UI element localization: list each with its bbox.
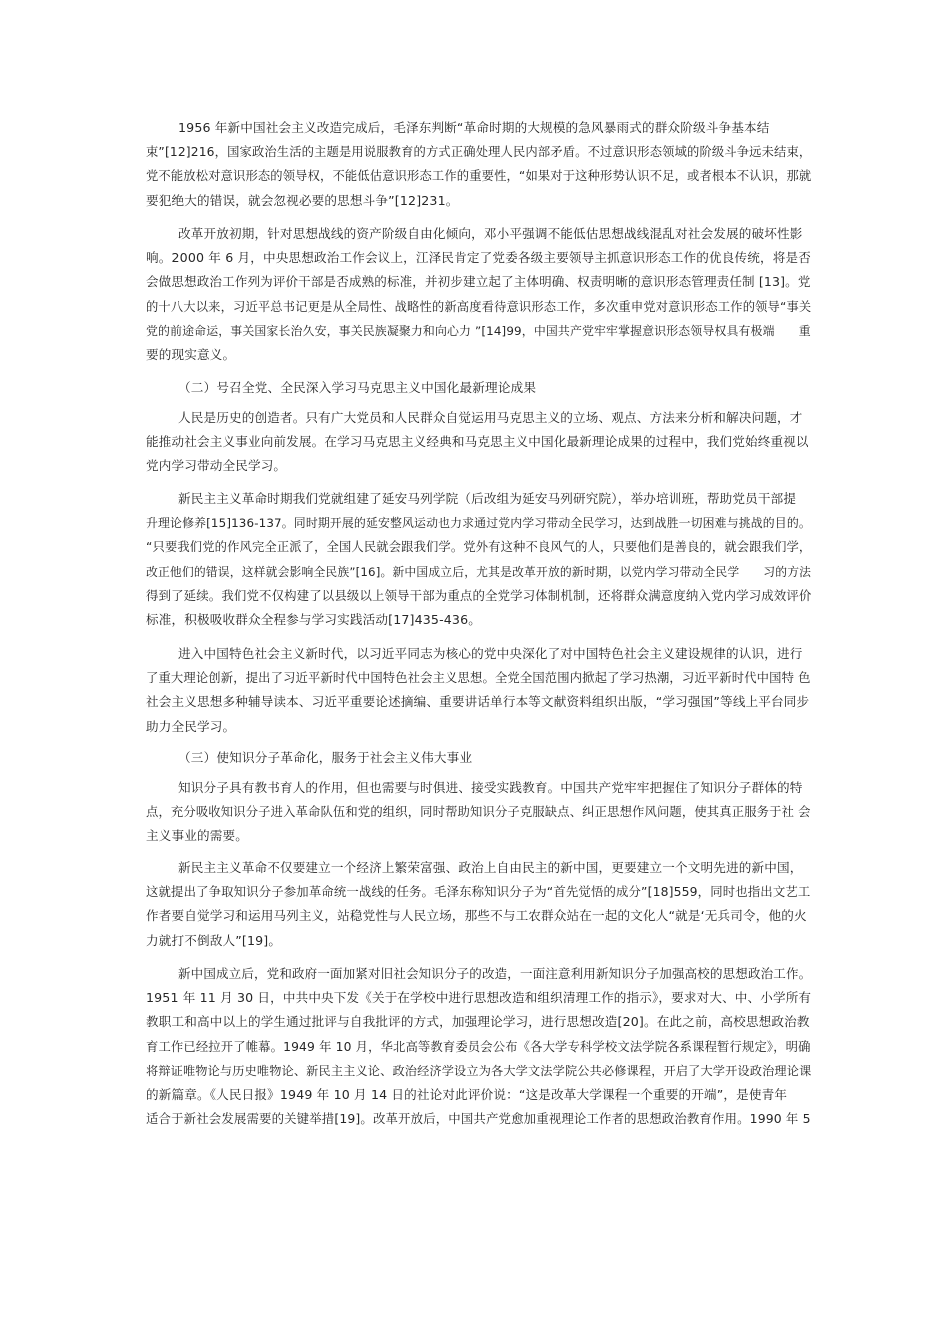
paragraph-3 bbox=[146, 406, 811, 479]
text-line: 这就提出了争取知识分子参加革命统一战线的任务。毛泽东称知识分子为“首先觉悟的成分”[18]559，同时也指出文艺工 bbox=[146, 884, 811, 900]
text-line: 要犯绝大的错误，就会忽视必要的思想斗争”[12]231。 bbox=[146, 192, 459, 208]
paragraph-8 bbox=[146, 962, 811, 1131]
text-line: 党不能放松对意识形态的领导权，不能低估意识形态工作的重要性，“如果对于这种形势认识不足，或者根本不认识，那就 bbox=[146, 169, 812, 184]
text-line: 党内学习带动全民学习。 bbox=[146, 458, 287, 474]
text-line: 将辩证唯物论与历史唯物论、新民主主义论、政治经济学设立为各大学文法学院公共必修课程，开启了大学开设政治理论课 bbox=[146, 1063, 812, 1078]
text-line: 新民主主义革命时期我们党就组建了延安马列学院（后改组为延安马列研究院），举办培训班，帮助党员干部提 bbox=[178, 491, 797, 506]
text-line: 的十八大以来，习近平总书记更是从全局性、战略性的新高度看待意识形态工作，多次重申党对意识形态工作的领导“事关 bbox=[146, 299, 812, 314]
paragraph-1 bbox=[146, 116, 811, 213]
text-line: 新中国成立后，党和政府一面加紧对旧社会知识分子的改造，一面注意利用新知识分子加强高校的思想政治工作。 bbox=[178, 966, 812, 981]
text-line: 1951 年 11 月 30 日，中共中央下发《关于在学校中进行思想改造和组织清理工作的指示》，要求对大、中、小学所有 bbox=[146, 990, 812, 1006]
text-line: 新民主主义革命不仅要建立一个经济上繁荣富强、政治上自由民主的新中国，更要建立一个文明先进的新中国， bbox=[178, 860, 803, 875]
text-line: 点，充分吸收知识分子进入革命队伍和党的组织，同时帮助知识分子克服缺点、纠正思想作风问题，使其真正服务于社 会 bbox=[146, 805, 811, 820]
text-line: 主义事业的需要。 bbox=[146, 828, 248, 844]
text-line: 力就打不倒敌人”[19]。 bbox=[146, 932, 282, 948]
text-line: 助力全民学习。 bbox=[146, 718, 236, 734]
text-line: 改正他们的错误，这样就会影响全民族”[16]。新中国成立后，尤其是改革开放的新时期，以党内学习带动全民学 习的方法 bbox=[146, 564, 812, 579]
text-line: 1956 年新中国社会主义改造完成后，毛泽东判断“革命时期的大规模的急风暴雨式的群众阶级斗争基本结 bbox=[178, 120, 770, 135]
text-line: 改革开放初期，针对思想战线的资产阶级自由化倾向，邓小平强调不能低估思想战线混乱对社会发展的破坏性影 bbox=[178, 226, 803, 241]
text-line: 能推动社会主义事业向前发展。在学习马克思主义经典和马克思主义中国化最新理论成果的过程中，我们党始终重视以 bbox=[146, 434, 809, 450]
section-heading-3: （三）使知识分子革命化，服务于社会主义伟大事业 bbox=[178, 750, 473, 765]
text-line: 升理论修养[15]136-137。同时期开展的延安整风运动也力求通过党内学习带动全民学习，达到战胜一切困难与挑战的目的。 bbox=[146, 516, 811, 531]
text-line: 进入中国特色社会主义新时代，以习近平同志为核心的党中央深化了对中国特色社会主义建设规律的认识，进行 bbox=[178, 646, 803, 661]
text-line: 知识分子具有教书育人的作用，但也需要与时俱进、接受实践教育。中国共产党牢牢把握住了知识分子群体的特 bbox=[178, 780, 803, 795]
text-line: 适合于新社会发展需要的关键举措[19]。改革开放后，中国共产党愈加重视理论工作者的思想政治教育作用。1990 年 5 bbox=[146, 1111, 811, 1127]
text-line: 要的现实意义。 bbox=[146, 346, 236, 362]
text-line: 作者要自觉学习和运用马列主义，站稳党性与人民立场，那些不与工农群众站在一起的文化人“就是‘无兵司令，他的火 bbox=[146, 908, 807, 924]
paragraph-6 bbox=[146, 776, 811, 849]
section-heading-2: （二）号召全党、全民深入学习马克思主义中国化最新理论成果 bbox=[178, 380, 537, 395]
text-line: 束”[12]216，国家政治生活的主题是用说服教育的方式正确处理人民内部矛盾。不过意识形态领域的阶级斗争远未结束， bbox=[146, 145, 812, 160]
paragraph-4 bbox=[146, 487, 811, 632]
text-line: 得到了延续。我们党不仅构建了以县级以上领导干部为重点的全党学习体制机制，还将群众满意度纳入党内学习成效评价 bbox=[146, 587, 812, 603]
paragraph-2 bbox=[146, 222, 811, 367]
text-line: 会做思想政治工作列为评价干部是否成熟的标准，并初步建立起了主体明确、权责明晰的意识形态管理责任制 [13]。党 bbox=[146, 274, 811, 290]
text-line: 教职工和高中以上的学生通过批评与自我批评的方式，加强理论学习，进行思想改造[20]。在此之前，高校思想政治教 bbox=[146, 1014, 810, 1030]
text-line: 响。2000 年 6 月，中央思想政治工作会议上，江泽民肯定了党委各级主要领导主抓意识形态工作的优良传统，将是否 bbox=[146, 250, 811, 266]
text-line: 人民是历史的创造者。只有广大党员和人民群众自觉运用马克思主义的立场、观点、方法来分析和解决问题，才 bbox=[178, 410, 803, 425]
text-line: 育工作已经拉开了帷幕。1949 年 10 月，华北高等教育委员会公布《各大学专科学校文法学院各系课程暂行规定》，明确 bbox=[146, 1039, 811, 1054]
text-line: 标准，积极吸收群众全程参与学习实践活动[17]435-436。 bbox=[146, 611, 481, 627]
text-line: 了重大理论创新，提出了习近平新时代中国特色社会主义思想。全党全国范围内掀起了学习热潮，习近平新时代中国特 色 bbox=[146, 671, 811, 686]
paragraph-5 bbox=[146, 642, 811, 739]
paragraph-7 bbox=[146, 856, 811, 953]
text-line: 党的前途命运，事关国家长治久安，事关民族凝聚力和向心力 ”[14]99，中国共产党牢牢掌握意识形态领导权具有极端 重 bbox=[146, 323, 811, 338]
text-line: 的新篇章。《人民日报》1949 年 10 月 14 日的社论对此评价说：“这是改革大学课程一个重要的开端”，是使青年 bbox=[146, 1086, 788, 1102]
text-line: “只要我们党的作风完全正派了，全国人民就会跟我们学。党外有这种不良风气的人，只要他们是善良的，就会跟我们学， bbox=[146, 540, 812, 555]
text-line: 社会主义思想多种辅导读本、习近平重要论述摘编、重要讲话单行本等文献资料组织出版，“学习强国”等线上平台同步 bbox=[146, 694, 810, 710]
